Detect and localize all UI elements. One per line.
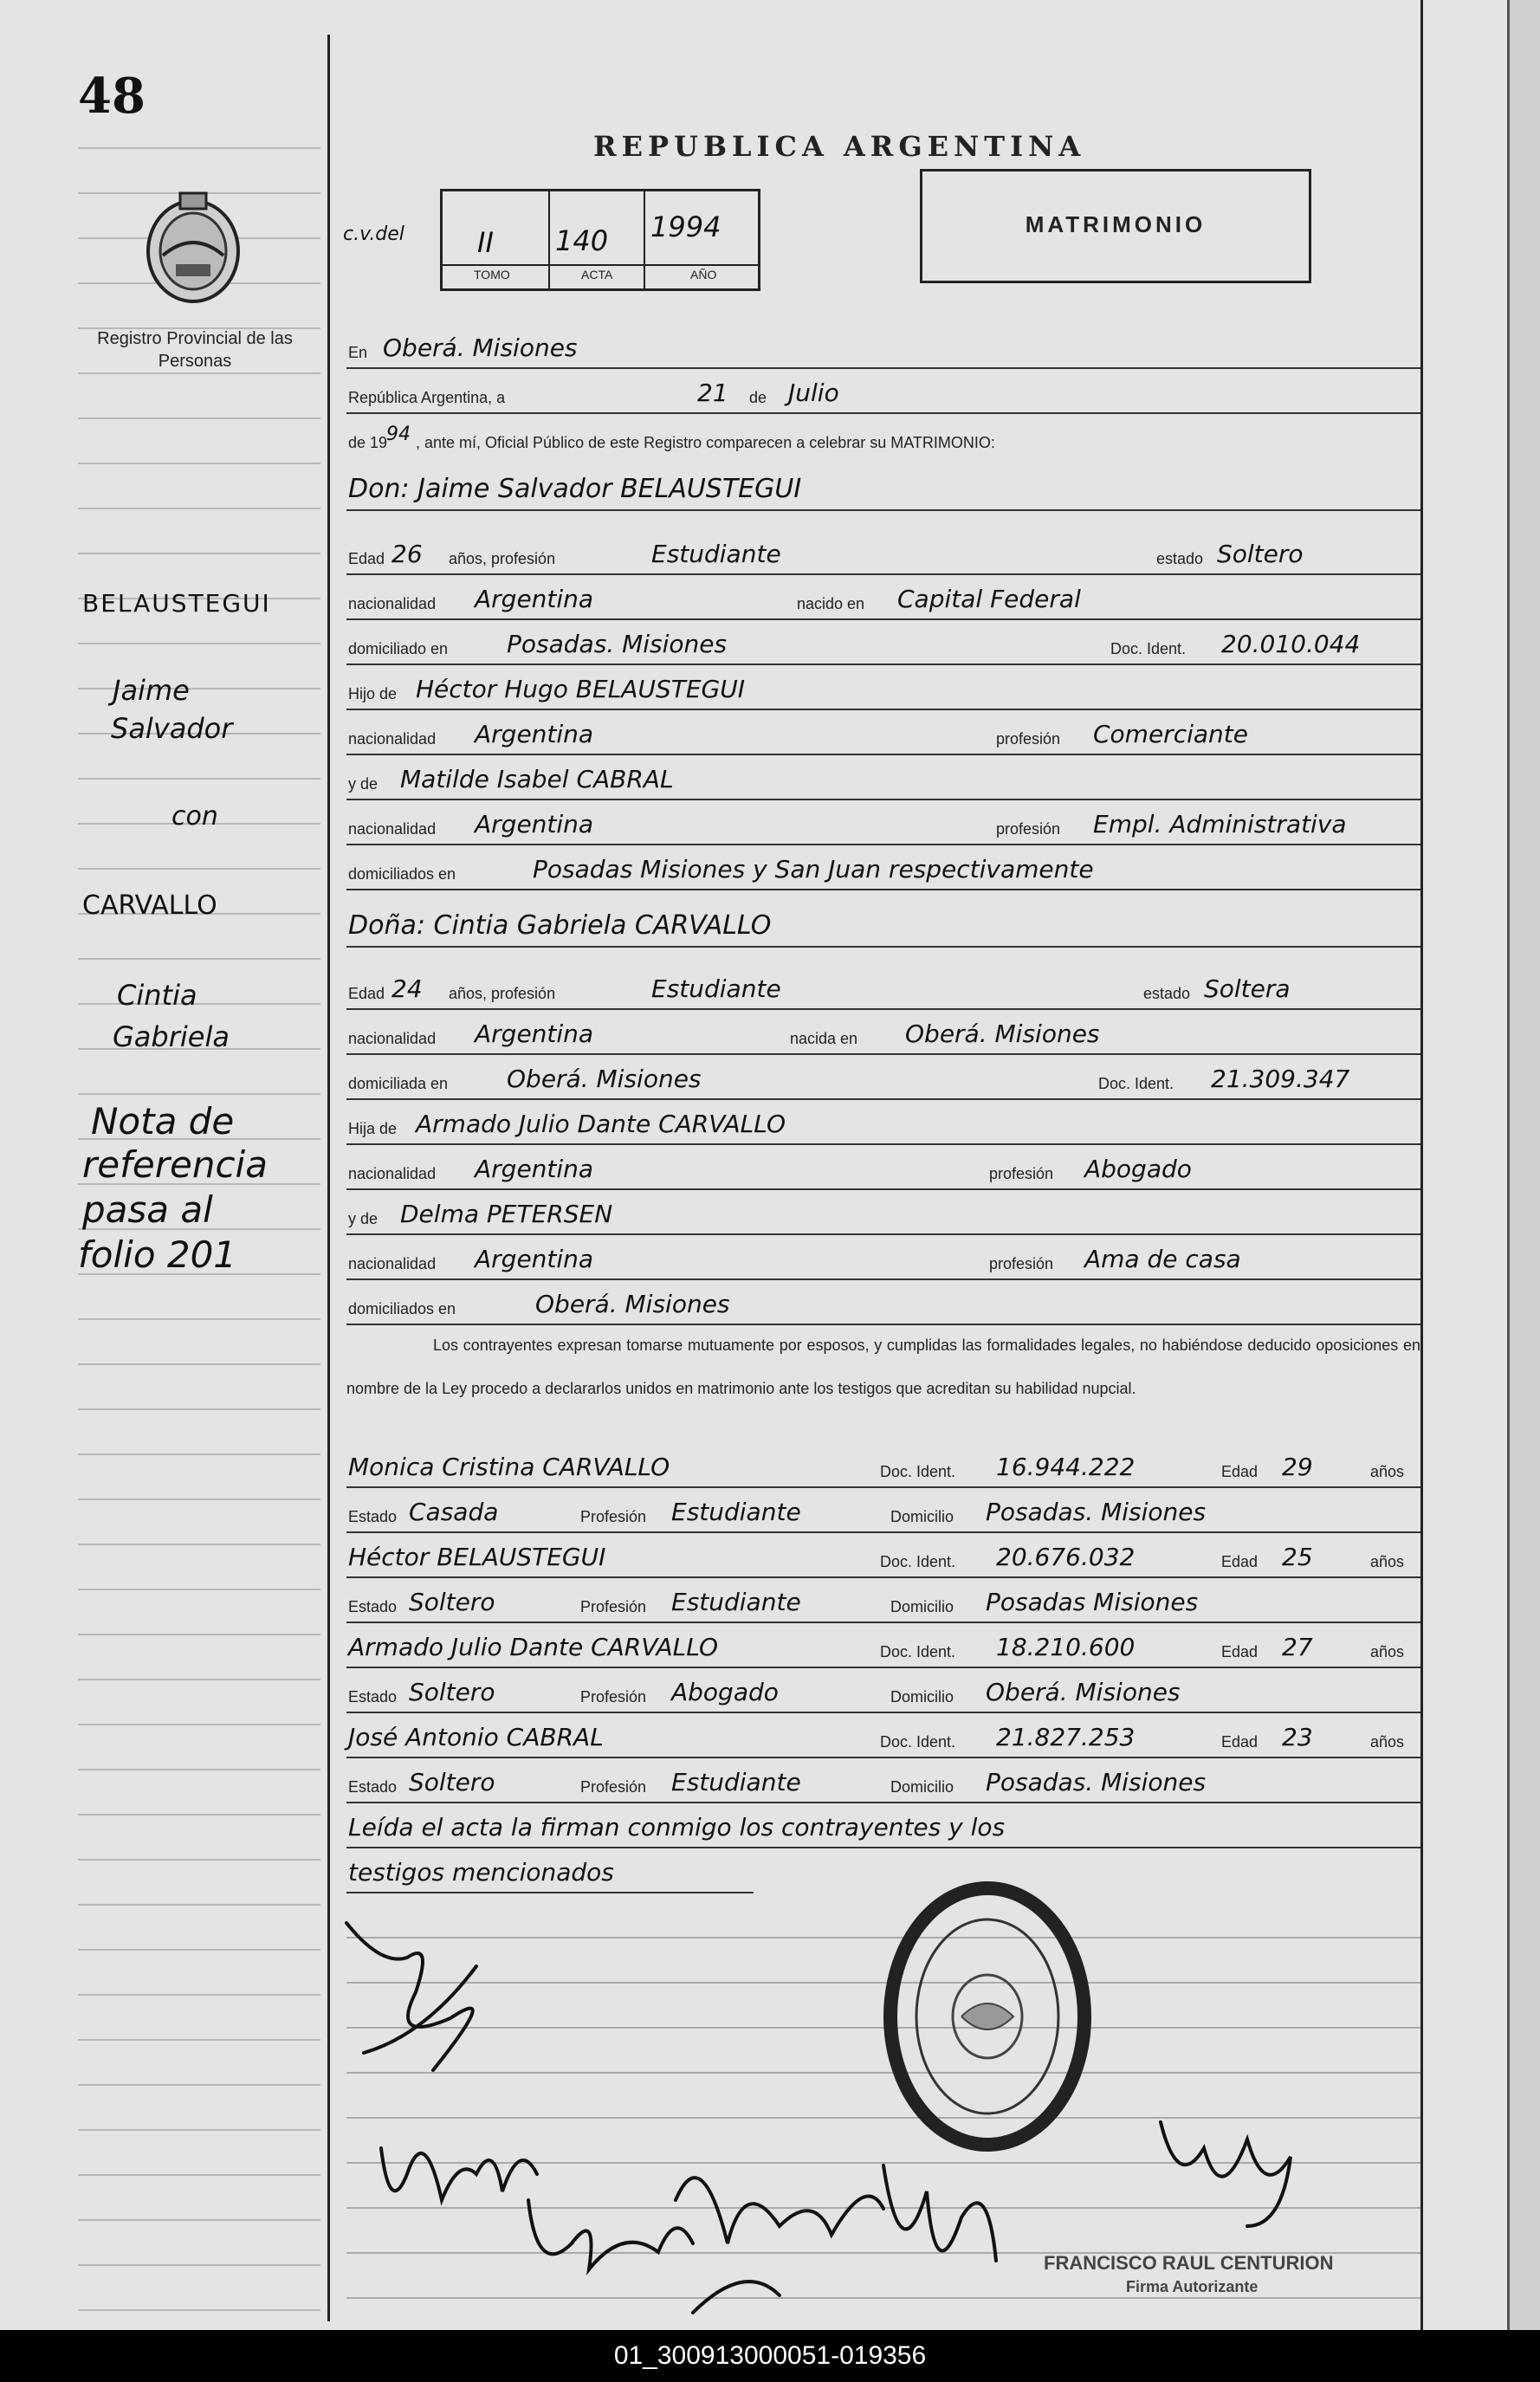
groom-father-profession: Comerciante [1093,720,1248,748]
margin-rule [78,1498,320,1500]
tomo-label: TOMO [474,268,510,282]
margin-rule [78,2309,320,2311]
bride-profession: Estudiante [651,974,781,1003]
witness-status: Soltero [409,1588,495,1616]
witness-profession: Estudiante [671,1588,801,1616]
edad-label: Edad [1221,1643,1259,1660]
witness-row-details [346,1486,1420,1533]
signature-testigo-3 [883,2165,996,2261]
hijo-label: Hijo de [348,685,398,702]
nac-label: nacionalidad [348,820,437,838]
witness-age: 25 [1282,1543,1313,1571]
bride-mother-profession: Ama de casa [1084,1245,1241,1273]
place-value: Oberá. Misiones [383,333,578,362]
domicilio-label: Domicilio [890,1778,954,1796]
edad-label: Edad [1221,1463,1259,1480]
groom-mother: Matilde Isabel CABRAL [400,765,674,793]
volume-box [440,189,760,291]
margin-rule [78,1634,320,1635]
witness-profession: Abogado [671,1678,779,1706]
margin-rule [78,1949,320,1951]
margin-rule [78,1724,320,1725]
signature-contrayente-1 [346,1923,476,2070]
bride-domicile: Oberá. Misiones [507,1065,702,1093]
anos-label: años [1370,1643,1405,1660]
margin-rule [78,2084,320,2086]
page-number: 48 [78,68,146,125]
bride-age: 24 [391,974,423,1003]
witness-profession: Estudiante [671,1498,801,1526]
edad-label: Edad [348,985,385,1002]
margin-rule [78,643,320,644]
witness-row-name [346,1712,1420,1758]
margin-rule [78,1318,320,1320]
doc-label: Doc. Ident. [880,1643,956,1660]
ano-label: AÑO [690,268,717,282]
groom-age-row [346,528,1420,575]
de-label: de [749,389,767,406]
margin-rule [78,1093,320,1095]
witness-row-details [346,1757,1420,1803]
margin-rule [78,508,320,509]
groom-doc: 20.010.044 [1221,630,1361,658]
groom-title-row [346,459,1420,511]
year-suffix: 94 [386,424,411,445]
doc-label: Doc. Ident. [880,1553,956,1570]
nac-label: nacionalidad [348,730,437,748]
margin-note-line-1: Nota de [91,1100,235,1142]
witness-age: 27 [1282,1633,1313,1661]
margin-rule [78,1769,320,1770]
bride-parents-domicile-row [346,1278,1420,1325]
groom-mother-nationality: Argentina [475,810,594,838]
estado-label: Estado [348,1508,398,1525]
bride-mother: Delma PETERSEN [400,1200,613,1228]
page-edge [1507,0,1540,2330]
witness-domicile: Posadas. Misiones [986,1768,1207,1796]
witness-domicile: Posadas. Misiones [986,1498,1207,1526]
margin-rule [78,553,320,554]
declaration-text: Los contrayentes expresan tomarse mutuamente por esposos, y cumplidas las formalidades legales, no habiéndose deducido oposiciones en nombre de la Ley procedo a declararlos unidos en matrimonio ante los testigos que acreditan su habilidad nupcial. [346,1337,1420,1397]
bride-father-row [346,1098,1420,1145]
closing-line-2: testigos mencionados [348,1858,614,1887]
acta-value: 140 [555,224,609,257]
margin-surname-1: BELAUSTEGUI [82,589,271,618]
prof-label: profesión [996,820,1061,838]
right-border [1420,0,1423,2330]
hija-label: Hija de [348,1120,398,1137]
margin-given-2b: Gabriela [113,1020,230,1053]
witness-name: Héctor BELAUSTEGUI [348,1543,606,1571]
y-de-label: y de [348,1210,379,1227]
groom-parents-domicile: Posadas Misiones y San Juan respectivamente [533,855,1094,884]
bride-age-row [346,963,1420,1010]
estado-label: Estado [348,1688,398,1706]
margin-rule [78,2129,320,2131]
witness-domicile: Posadas Misiones [986,1588,1199,1616]
margin-rule [78,1453,320,1455]
day-value: 21 [697,379,728,407]
margin-rule [78,147,320,149]
margin-rule [78,2219,320,2221]
margin-surname-2: CARVALLO [82,890,217,921]
doc-label: Doc. Ident. [1110,640,1187,657]
nac-label: nacionalidad [348,1165,437,1182]
witness-name: Armado Julio Dante CARVALLO [348,1633,719,1661]
prof-label: profesión [996,730,1061,748]
closing-line-1: Leída el acta la firman conmigo los contrayentes y los [348,1813,1006,1842]
cvdel-note: c.v.del [343,223,404,245]
groom-father: Héctor Hugo BELAUSTEGUI [416,675,745,703]
intro-statement: , ante mí, Oficial Público de este Registro comparecen a celebrar su MATRIMONIO: [416,434,995,451]
place-row [346,322,1420,369]
witness-row-name [346,1621,1420,1668]
witness-doc: 16.944.222 [996,1453,1136,1481]
groom-father-nationality: Argentina [475,720,594,748]
coat-of-arms-icon [137,186,249,307]
official-title: Firma Autorizante [1126,2278,1259,2295]
dom-label: domiciliado en [348,640,449,657]
witness-status: Soltero [409,1768,495,1796]
witness-doc: 21.827.253 [996,1723,1136,1751]
groom-parents-domicile-row [346,844,1420,890]
prof-label: profesión [989,1255,1054,1272]
margin-note-line-3: pasa al [82,1188,213,1231]
anos-label: años [1370,1463,1405,1480]
margin-rule [78,417,320,419]
witness-row-details [346,1667,1420,1713]
witness-name: Monica Cristina CARVALLO [348,1453,670,1481]
groom-father-nationality-row [346,709,1420,755]
closing-row-2 [346,1847,754,1893]
edad-label: Edad [348,550,385,567]
margin-rule [78,1904,320,1906]
edad-label: Edad [1221,1733,1259,1751]
groom-nationality: Argentina [475,585,594,613]
bride-father-profession: Abogado [1084,1155,1192,1183]
nac-label: nacionalidad [348,1255,437,1272]
groom-father-row [346,663,1420,710]
margin-rule [78,463,320,464]
bride-nationality: Argentina [475,1019,594,1048]
margin-rule [78,958,320,960]
witness-status: Soltero [409,1678,495,1706]
bride-title-row [346,896,1420,948]
profesion-label: Profesión [580,1598,647,1615]
margin-rule [78,372,320,374]
groom-nationality-row [346,573,1420,620]
margin-rule [78,2264,320,2266]
en-label: En [348,344,368,361]
margin-rule [78,1408,320,1410]
month-value: Julio [788,379,839,407]
year-row [346,412,1420,457]
nac-label: nacionalidad [348,595,437,612]
signature-oficial [1161,2122,1291,2226]
year-prefix: de 19 [348,434,388,451]
margin-given-1a: Jaime [113,674,190,707]
anos-label: años [1370,1553,1405,1570]
bride-mother-nationality: Argentina [475,1245,594,1273]
bride-name: Doña: Cintia Gabriela CARVALLO [348,910,772,941]
witness-domicile: Oberá. Misiones [986,1678,1181,1706]
margin-given-2a: Cintia [117,979,197,1012]
groom-name: Don: Jaime Salvador BELAUSTEGUI [348,474,802,504]
witness-name: José Antonio CABRAL [348,1723,604,1751]
doc-label: Doc. Ident. [1098,1075,1174,1092]
margin-rule [78,1589,320,1590]
groom-mother-row [346,754,1420,800]
anos-label: años, profesión [449,550,556,567]
anos-label: años, profesión [449,985,556,1002]
bride-parents-domicile: Oberá. Misiones [535,1290,730,1318]
dom-label: domiciliada en [348,1075,449,1092]
bride-doc: 21.309.347 [1211,1065,1350,1093]
groom-mother-nationality-row [346,799,1420,845]
bride-mother-nationality-row [346,1233,1420,1280]
estado-label: estado [1143,985,1191,1002]
margin-note-line-2: referencia [82,1143,268,1186]
acta-label: ACTA [581,268,613,282]
bride-status: Soltera [1204,974,1291,1003]
y-de-label: y de [348,775,379,793]
domicilio-label: Domicilio [890,1598,954,1615]
witness-age: 23 [1282,1723,1313,1751]
official-name: FRANCISCO RAUL CENTURION [1044,2252,1334,2274]
margin-rule [78,2039,320,2041]
estado-label: estado [1156,550,1204,567]
groom-domicile: Posadas. Misiones [507,630,728,658]
bride-birthplace: Oberá. Misiones [905,1019,1100,1048]
nacido-label: nacido en [797,595,865,612]
groom-profession: Estudiante [651,540,781,568]
ano-value: 1994 [650,210,721,243]
margin-rule [78,1859,320,1861]
groom-birthplace: Capital Federal [897,585,1081,613]
bride-father-nationality-row [346,1143,1420,1190]
bride-nationality-row [346,1008,1420,1055]
margin-rule [78,778,320,780]
republica-label: República Argentina, a [348,389,506,406]
estado-label: Estado [348,1598,398,1615]
nacida-label: nacida en [790,1030,858,1047]
doc-label: Doc. Ident. [880,1463,956,1480]
bride-father: Armado Julio Dante CARVALLO [416,1110,786,1138]
margin-rule [78,1363,320,1365]
groom-status: Soltero [1217,540,1304,568]
witness-doc: 20.676.032 [996,1543,1136,1571]
profesion-label: Profesión [580,1778,647,1796]
witness-status: Casada [409,1498,499,1526]
margin-given-1b: Salvador [111,712,233,745]
edad-label: Edad [1221,1553,1259,1570]
closing-row-1 [346,1802,1420,1848]
margin-rule [78,2174,320,2176]
signature-contrayente-2 [381,2148,537,2200]
witness-doc: 18.210.600 [996,1633,1136,1661]
margin-rule [78,1814,320,1816]
signature-testigo-1 [528,2200,693,2269]
witness-profession: Estudiante [671,1768,801,1796]
groom-age: 26 [391,540,423,568]
margin-rule [78,1994,320,1996]
signature-testigo-2 [676,2178,883,2313]
groom-mother-profession: Empl. Administrativa [1093,810,1347,838]
margin-rule [78,1003,320,1005]
date-row [346,367,1420,414]
domicilio-label: Domicilio [890,1508,954,1525]
domiciliados-label: domiciliados en [348,865,456,883]
margin-rule [78,868,320,870]
margin-rule [78,1544,320,1545]
witness-row-details [346,1576,1420,1623]
record-type-box [920,169,1311,283]
registry-label: Registro Provincial de las Personas [97,329,293,371]
domiciliados-label: domiciliados en [348,1300,456,1317]
margin-connector: con [171,801,218,832]
witness-age: 29 [1282,1453,1313,1481]
country-title: REPUBLICA ARGENTINA [593,130,1086,163]
image-identifier: 01_300913000051-019356 [0,2330,1540,2382]
doc-label: Doc. Ident. [880,1733,956,1751]
profesion-label: Profesión [580,1688,647,1706]
tomo-value: II [477,226,494,259]
prof-label: profesión [989,1165,1054,1182]
anos-label: años [1370,1733,1405,1751]
profesion-label: Profesión [580,1508,647,1525]
domicilio-label: Domicilio [890,1688,954,1706]
record-type: MATRIMONIO [1025,211,1207,237]
witness-row-name [346,1441,1420,1488]
bride-mother-row [346,1188,1420,1235]
witness-row-name [346,1531,1420,1578]
nac-label: nacionalidad [348,1030,437,1047]
groom-domicile-row [346,618,1420,665]
bride-father-nationality: Argentina [475,1155,594,1183]
margin-note-line-4: folio 201 [78,1233,237,1276]
margin-rule [78,1679,320,1680]
bride-domicile-row [346,1053,1420,1100]
estado-label: Estado [348,1778,398,1796]
